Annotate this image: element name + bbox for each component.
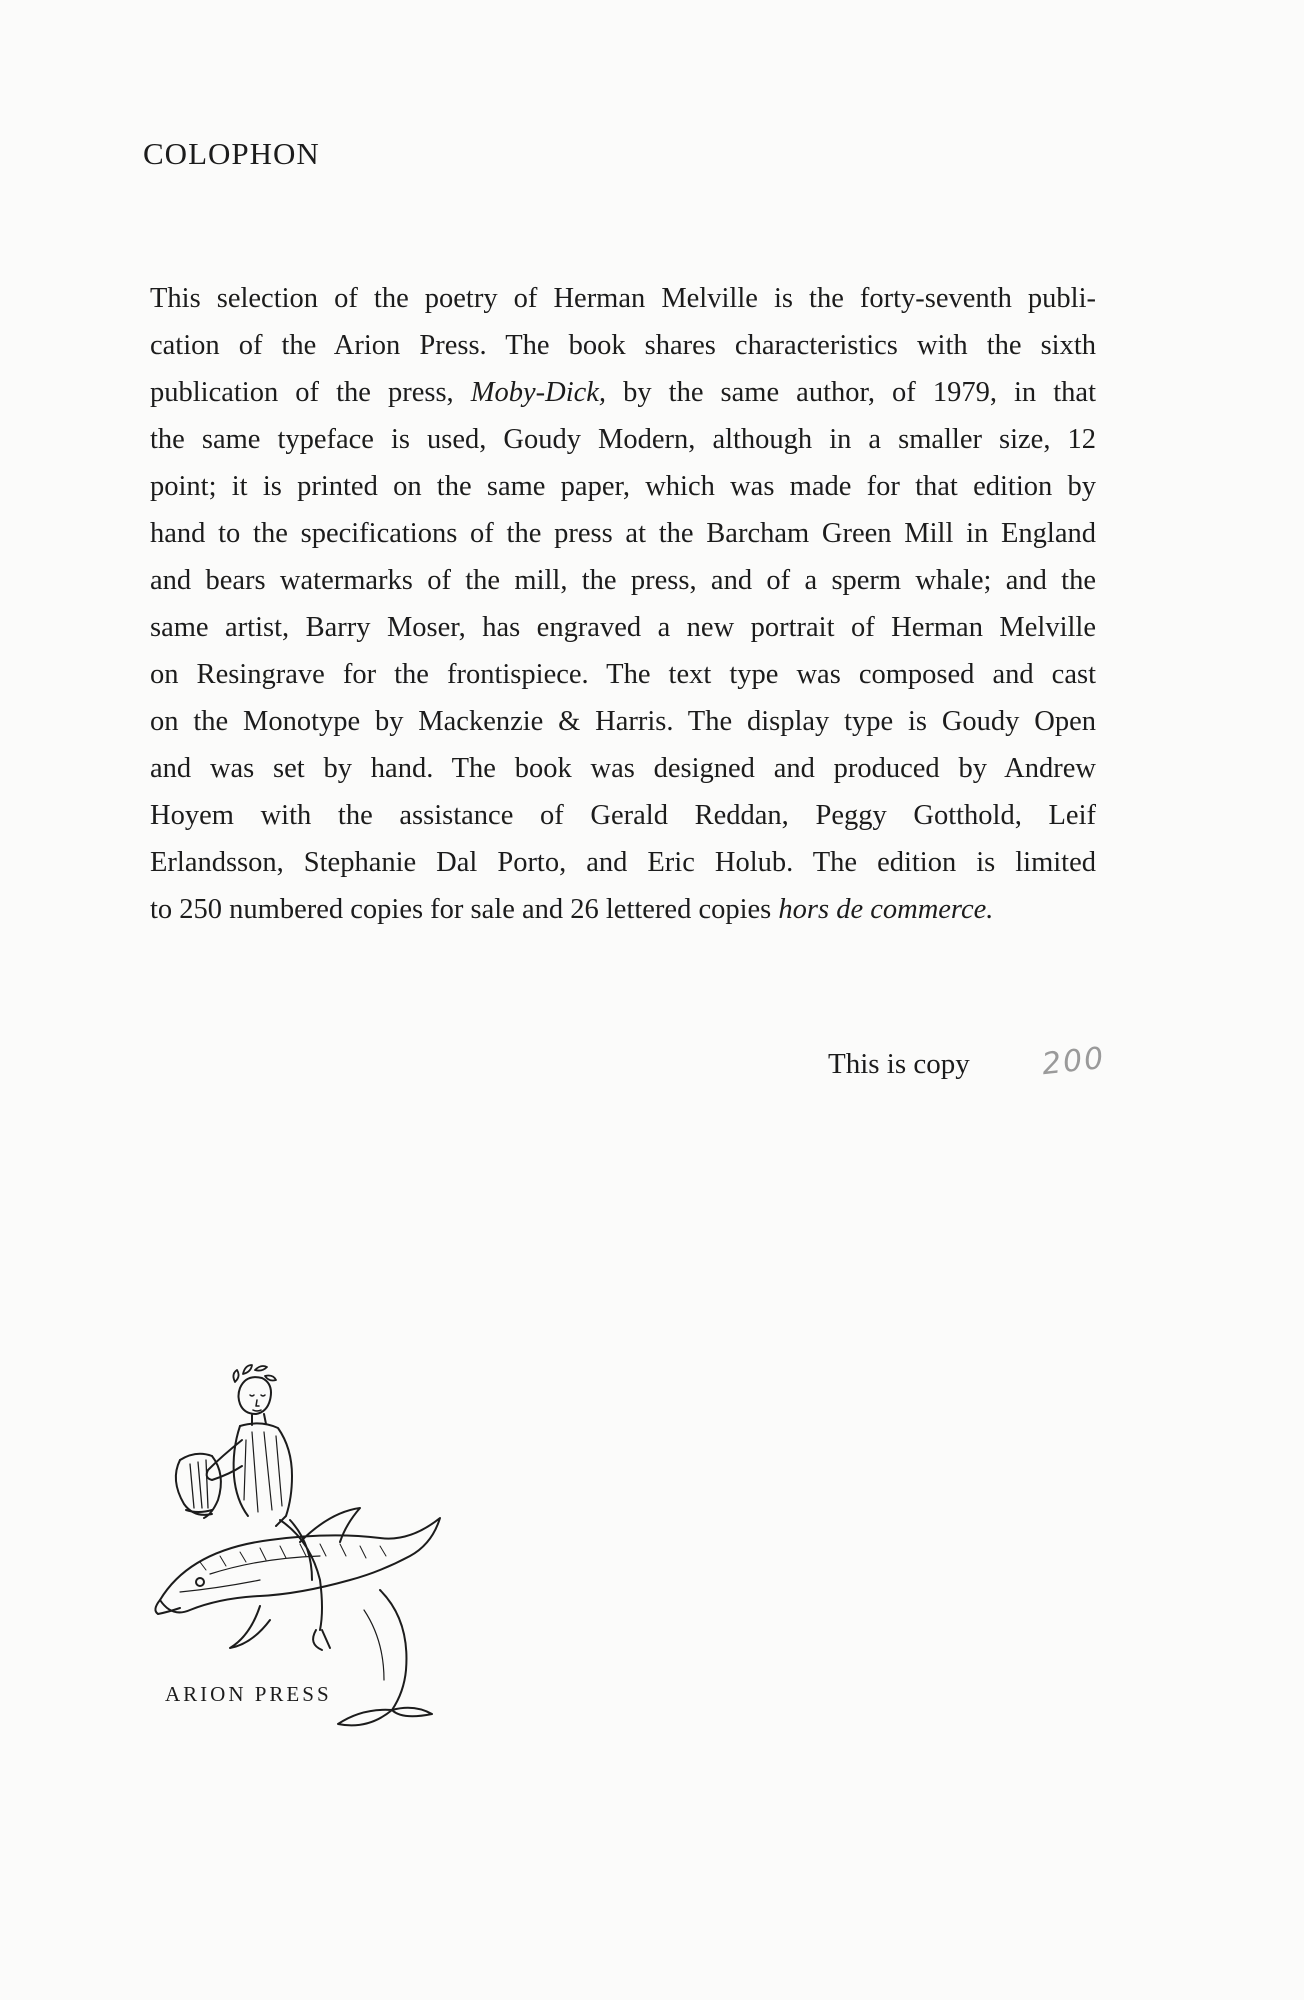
hors-de-commerce: hors de commerce. — [778, 894, 994, 925]
text-line: Hoyem with the assistance of Gerald Reddan, Peggy Gotthold, Leif — [150, 800, 1096, 831]
page-title: COLOPHON — [143, 136, 320, 171]
text-line: and bears watermarks of the mill, the press, and of a sperm whale; and the — [150, 565, 1096, 596]
dolphin-rider-icon — [140, 1360, 470, 1730]
text-segment: publication of the press, — [150, 377, 454, 408]
text-segment: to 250 numbered copies for sale and 26 lettered copies — [150, 894, 772, 925]
text-line: the same typeface is used, Goudy Modern, although in a smaller size, 12 — [150, 424, 1096, 455]
colophon-text — [150, 275, 1096, 933]
book-title: Moby-Dick, — [470, 377, 607, 408]
text-line: on the Monotype by Mackenzie & Harris. The display type is Goudy Open — [150, 706, 1096, 737]
text-line: same artist, Barry Moser, has engraved a new portrait of Herman Melville — [150, 612, 1096, 643]
text-line: on Resingrave for the frontispiece. The text type was composed and cast — [150, 659, 1096, 690]
text-line: cation of the Arion Press. The book shares characteristics with the sixth — [150, 330, 1096, 361]
text-line — [150, 886, 1096, 933]
text-line: and was set by hand. The book was designed and produced by Andrew — [150, 753, 1096, 784]
copy-label: This is copy — [828, 1048, 970, 1080]
copy-number-handwritten: 200 — [1040, 1040, 1107, 1083]
text-line — [150, 369, 1096, 416]
text-line: point; it is printed on the same paper, which was made for that edition by — [150, 471, 1096, 502]
press-name: ARION PRESS — [165, 1682, 332, 1706]
text-segment: by the same author, of 1979, in that — [623, 377, 1096, 408]
text-line: Erlandsson, Stephanie Dal Porto, and Eric Holub. The edition is limited — [150, 847, 1096, 878]
text-line: This selection of the poetry of Herman Melville is the forty-seventh publi- — [150, 283, 1096, 314]
text-line: hand to the specifications of the press at the Barcham Green Mill in England — [150, 518, 1096, 549]
